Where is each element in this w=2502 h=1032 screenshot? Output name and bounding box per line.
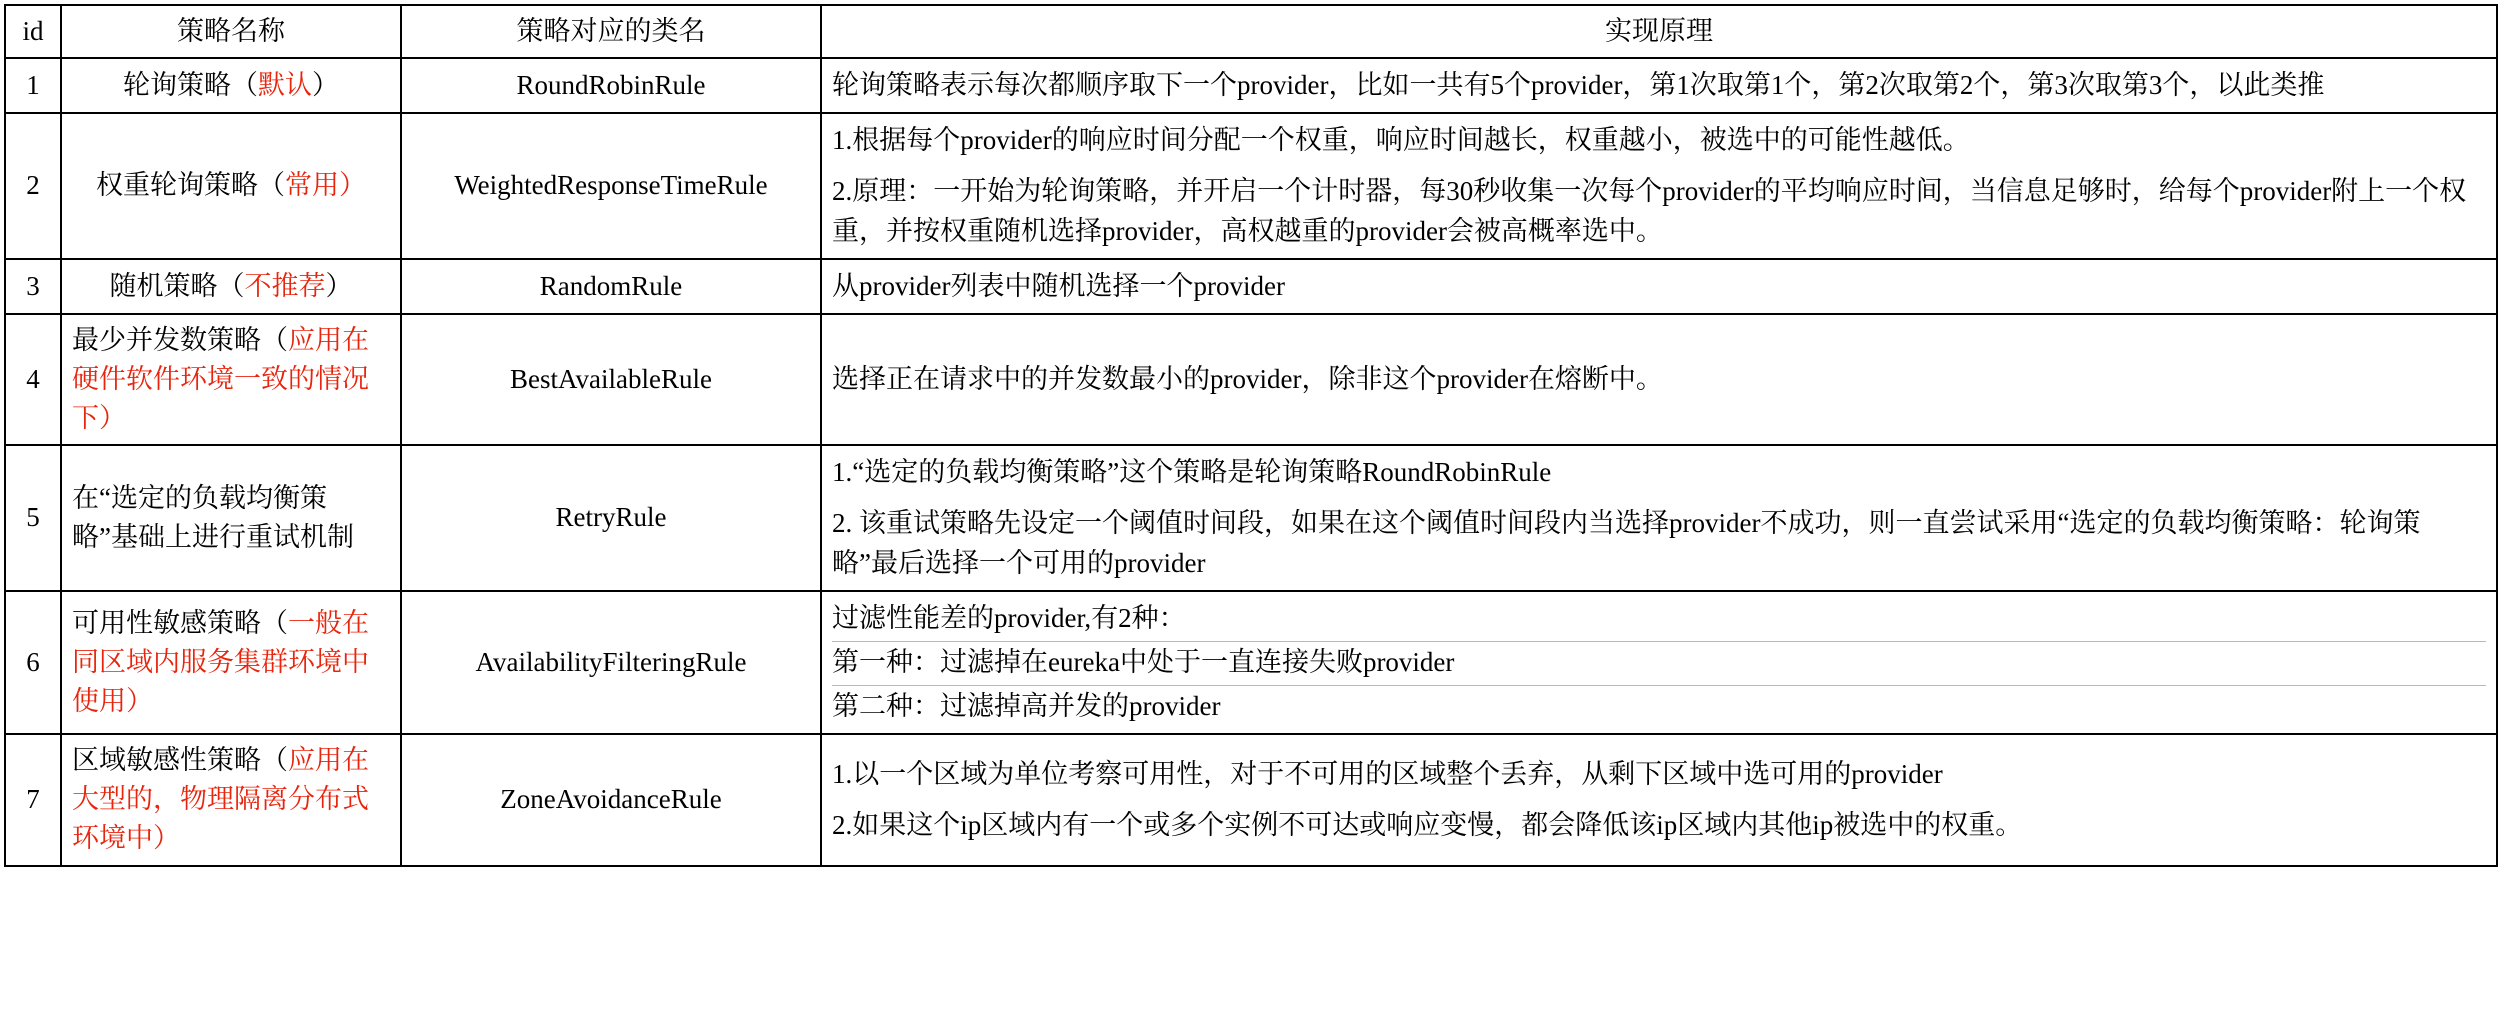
strategy-name-highlight: 应用在大型的，物理隔离分布式环境中 <box>72 745 369 854</box>
table-row <box>5 314 2497 445</box>
cell-principle <box>821 445 2497 590</box>
principle-line: 2.原理：一开始为轮询策略，并开启一个计时器，每30秒收集一次每个provider的平均响应时间，当信息足够时，给每个provider附上一个权重，并按权重随机选择provider，高权越重的provider会被高概率选中。 <box>832 176 2467 246</box>
table-header <box>5 5 2497 58</box>
cell-id: 6 <box>5 591 61 734</box>
table-row <box>5 259 2497 314</box>
strategy-name-text: 随机策略（ <box>109 270 245 301</box>
cell-principle <box>821 734 2497 865</box>
principle-line: 第二种：过滤掉高并发的provider <box>832 685 2486 727</box>
strategy-name-highlight: 默认 <box>258 70 312 101</box>
strategy-name-tail: ） <box>153 823 180 854</box>
ribbon-rules-table <box>4 4 2498 867</box>
principle-line: 从provider列表中随机选择一个provider <box>832 270 1285 301</box>
cell-strategy-name <box>61 314 401 445</box>
table-header-row <box>5 5 2497 58</box>
column-header-principle: 实现原理 <box>821 5 2497 58</box>
cell-class-name: WeightedResponseTimeRule <box>401 113 821 258</box>
cell-strategy-name <box>61 58 401 113</box>
cell-class-name: RoundRobinRule <box>401 58 821 113</box>
cell-id: 5 <box>5 445 61 590</box>
cell-strategy-name <box>61 445 401 590</box>
strategy-name-text: 在“选定的负载均衡策略”基础上进行重试机制 <box>72 482 354 552</box>
principle-line: 过滤性能差的provider,有2种： <box>832 602 1186 633</box>
column-header-class: 策略对应的类名 <box>401 5 821 58</box>
cell-id: 2 <box>5 113 61 258</box>
cell-principle <box>821 314 2497 445</box>
table-row <box>5 445 2497 590</box>
principle-line: 第一种：过滤掉在eureka中处于一直连接失败provider <box>832 641 2486 683</box>
cell-principle <box>821 58 2497 113</box>
strategy-name-highlight: 一般在同区域内服务集群环境中使用 <box>72 607 369 716</box>
strategy-name-tail: ） <box>339 170 366 201</box>
strategy-name-tail: ） <box>99 403 126 434</box>
principle-line: 选择正在请求中的并发数最小的provider，除非这个provider在熔断中。 <box>832 363 1663 394</box>
cell-strategy-name <box>61 113 401 258</box>
principle-line: 轮询策略表示每次都顺序取下一个provider，比如一共有5个provider，第1次取第1个，第2次取第2个，第3次取第3个，以此类推 <box>832 70 2325 101</box>
cell-id: 1 <box>5 58 61 113</box>
cell-strategy-name <box>61 259 401 314</box>
strategy-name-tail: ） <box>312 70 339 101</box>
column-header-name: 策略名称 <box>61 5 401 58</box>
strategy-name-text: 区域敏感性策略（ <box>72 745 288 776</box>
strategy-name-text: 轮询策略（ <box>123 70 258 101</box>
principle-line: 1.“选定的负载均衡策略”这个策略是轮询策略RoundRobinRule <box>832 457 1552 488</box>
strategy-name-text: 可用性敏感策略（ <box>72 607 288 638</box>
principle-line: 2.如果这个ip区域内有一个或多个实例不可达或响应变慢，都会降低该ip区域内其他ip被选中的权重。 <box>832 809 2023 840</box>
column-header-id: id <box>5 5 61 58</box>
cell-strategy-name <box>61 734 401 865</box>
principle-line: 1.根据每个provider的响应时间分配一个权重，响应时间越长，权重越小，被选中的可能性越低。 <box>832 125 1970 156</box>
cell-class-name: RetryRule <box>401 445 821 590</box>
table-row <box>5 734 2497 865</box>
strategy-name-tail: ） <box>325 270 353 301</box>
table-row <box>5 113 2497 258</box>
strategy-name-tail: ） <box>126 685 153 716</box>
cell-class-name: BestAvailableRule <box>401 314 821 445</box>
table-row <box>5 58 2497 113</box>
strategy-name-highlight: 应用在硬件软件环境一致的情况下 <box>72 324 369 434</box>
cell-id: 3 <box>5 259 61 314</box>
cell-principle <box>821 259 2497 314</box>
table-body <box>5 58 2497 865</box>
cell-principle <box>821 591 2497 734</box>
strategy-name-text: 最少并发数策略（ <box>72 324 288 355</box>
strategy-name-highlight: 常用 <box>285 170 339 201</box>
cell-principle <box>821 113 2497 258</box>
cell-id: 4 <box>5 314 61 445</box>
strategy-name-text: 权重轮询策略（ <box>96 170 285 201</box>
cell-strategy-name <box>61 591 401 734</box>
principle-line: 2. 该重试策略先设定一个阈值时间段，如果在这个阈值时间段内当选择provider不成功，则一直尝试采用“选定的负载均衡策略：轮询策略”最后选择一个可用的provider <box>832 508 2421 578</box>
cell-class-name: RandomRule <box>401 259 821 314</box>
cell-id: 7 <box>5 734 61 865</box>
cell-class-name: ZoneAvoidanceRule <box>401 734 821 865</box>
principle-line: 1.以一个区域为单位考察可用性，对于不可用的区域整个丢弃，从剩下区域中选可用的provider <box>832 758 1943 789</box>
strategy-name-highlight: 不推荐 <box>244 270 326 301</box>
cell-class-name: AvailabilityFilteringRule <box>401 591 821 734</box>
table-row <box>5 591 2497 734</box>
